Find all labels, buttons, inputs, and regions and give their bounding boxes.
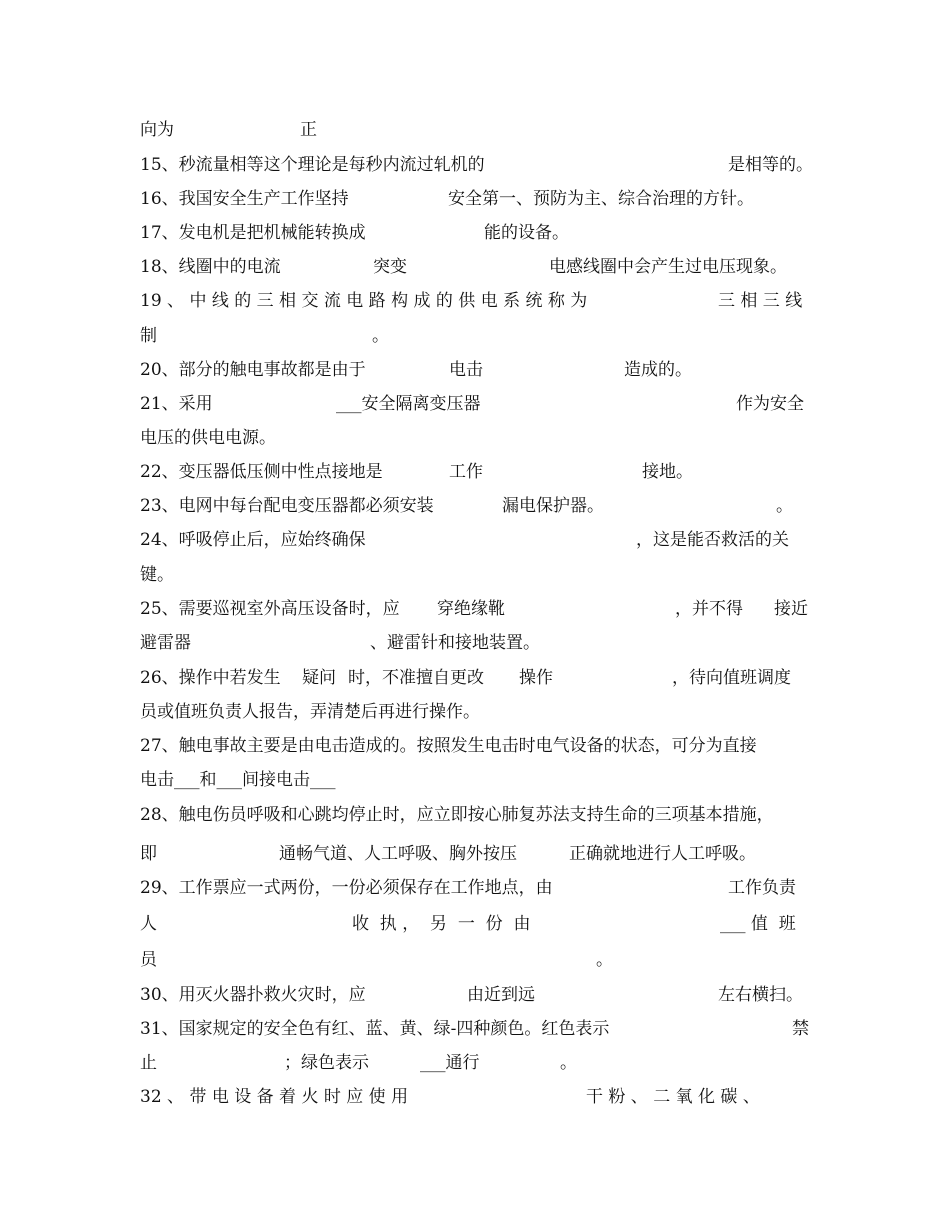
- question-29: 29、工作票应一式两份，一份必须保存在工作地点，由 工作负责: [140, 878, 796, 898]
- question-21: 21、采用 ___安全隔离变压器 作为安全: [140, 394, 804, 414]
- question-27-continuation: 电击___和___间接电击___: [140, 770, 336, 790]
- question-29-line-3: 员 。: [140, 950, 613, 970]
- question-24-continuation: 键。: [140, 565, 174, 585]
- question-30: 30、用灭火器扑救火灾时，应 由近到远 左右横扫。: [140, 985, 803, 1005]
- question-27: 27、触电事故主要是由电击造成的。按照发生电击时电气设备的状态，可分为直接: [140, 736, 757, 756]
- question-21-continuation: 电压的供电电源。: [140, 428, 276, 448]
- question-25: 25、需要巡视室外高压设备时，应 穿绝缘靴 ，并不得 接近: [140, 599, 808, 619]
- question-31: 31、国家规定的安全色有红、蓝、黄、绿-四种颜色。红色表示 禁: [140, 1019, 809, 1039]
- question-18: 18、线圈中的电流 突变 电感线圈中会产生过电压现象。: [140, 257, 787, 277]
- question-16: 16、我国安全生产工作坚持 安全第一、预防为主、综合治理的方针。: [140, 189, 754, 209]
- question-32: 32 、 带 电 设 备 着 火 时 应 使 用 干 粉 、 二 氧 化 碳 、: [140, 1087, 760, 1107]
- question-28-continuation: 即 通畅气道、人工呼吸、胸外按压 正确就地进行人工呼吸。: [140, 844, 756, 864]
- question-23: 23、电网中每台配电变压器都必须安装 漏电保护器。 。: [140, 496, 793, 516]
- question-29-line-2: 人 收 执 ， 另 一 份 由 ___ 值 班: [140, 914, 796, 934]
- question-25-continuation: 避雷器 、避雷针和接地装置。: [140, 633, 540, 653]
- question-31-continuation: 止 ；绿色表示 ___通行 。: [140, 1053, 577, 1073]
- question-15: 15、秒流量相等这个理论是每秒内流过轧机的 是相等的。: [140, 155, 813, 175]
- question-20: 20、部分的触电事故都是由于 电击 造成的。: [140, 360, 692, 380]
- line-14-continuation: 向为 正: [140, 120, 317, 140]
- question-28: 28、触电伤员呼吸和心跳均停止时，应立即按心肺复苏法支持生命的三项基本措施，: [140, 805, 774, 825]
- question-22: 22、变压器低压侧中性点接地是 工作 接地。: [140, 462, 693, 482]
- question-26-continuation: 员或值班负责人报告，弄清楚后再进行操作。: [140, 702, 480, 722]
- question-17: 17、发电机是把机械能转换成 能的设备。: [140, 223, 569, 243]
- question-19: 19 、 中 线 的 三 相 交 流 电 路 构 成 的 供 电 系 统 称 为 三 相 三 线: [140, 291, 803, 311]
- question-26: 26、操作中若发生 疑问 时，不准擅自更改 操作 ，待向值班调度: [140, 668, 791, 688]
- question-24: 24、呼吸停止后，应始终确保 ，这是能否救活的关: [140, 530, 789, 550]
- question-19-continuation: 制 。: [140, 326, 389, 346]
